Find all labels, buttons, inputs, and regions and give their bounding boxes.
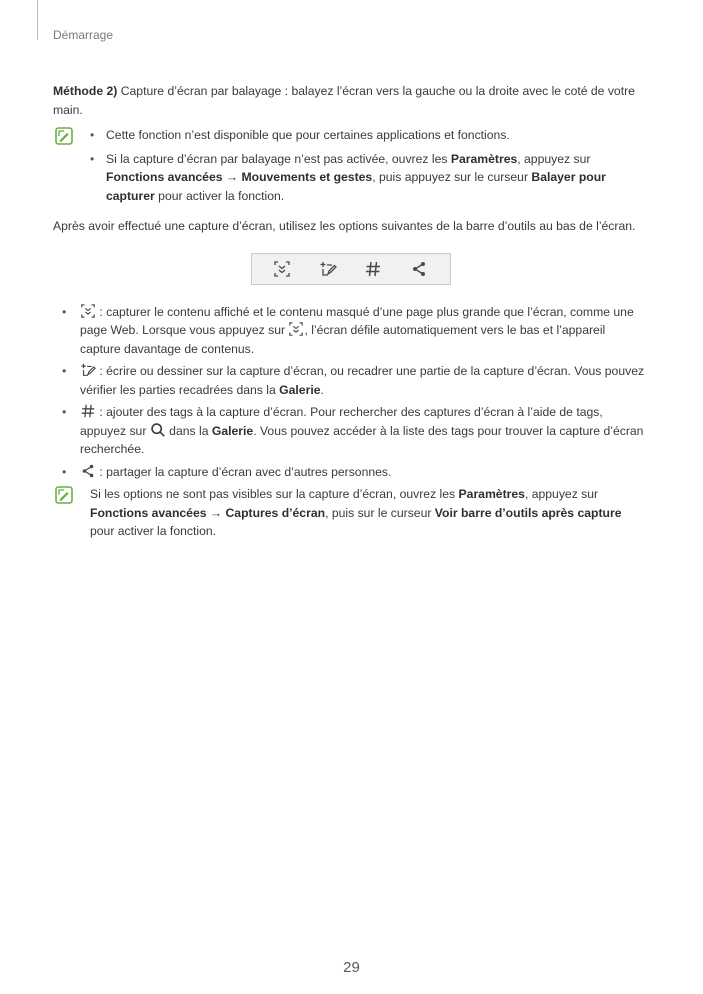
settings-ref: Paramètres bbox=[458, 487, 525, 501]
note-block-1 bbox=[53, 126, 648, 205]
method-2-label: Méthode 2) bbox=[53, 84, 118, 98]
note-1-bullet-1 bbox=[90, 126, 648, 145]
settings-ref: Paramètres bbox=[450, 151, 518, 166]
arrow: → bbox=[222, 170, 242, 184]
advanced-features-ref: Fonctions avancées bbox=[106, 170, 223, 184]
share-icon bbox=[80, 463, 96, 479]
note-2-segment: , puis sur le curseur bbox=[325, 505, 435, 520]
note-1-bullet-1-text: Cette fonction n’est disponible que pour certaines applications et fonctions. bbox=[106, 128, 510, 142]
option-text: : écrire ou dessiner sur la capture d’écran, ou recadrer une partie de la capture d’écran. Vous pouvez vérifier les parties recadrées dans la bbox=[80, 364, 645, 397]
draw-icon[interactable] bbox=[319, 260, 337, 278]
tag-icon[interactable] bbox=[364, 260, 382, 278]
option-text: . Vous pouvez accéder à la liste des tags pour trouver la capture d’écran recherchée. bbox=[80, 423, 644, 456]
screenshot-toolbar bbox=[251, 253, 451, 285]
option-text: : partager la capture d’écran avec d’autres personnes. bbox=[96, 464, 392, 479]
screenshots-ref: Captures d’écran bbox=[225, 505, 326, 520]
page-content bbox=[53, 82, 648, 541]
note-pencil-icon bbox=[55, 127, 73, 145]
toolbar-options-list bbox=[53, 303, 648, 482]
note-pencil-icon bbox=[55, 486, 73, 504]
option-text: dans la bbox=[165, 423, 212, 438]
arrow: → bbox=[206, 505, 226, 520]
margin-rule bbox=[37, 0, 38, 40]
note-1-text: , puis appuyez sur le curseur bbox=[372, 170, 532, 184]
note-2-segment: , appuyez sur bbox=[524, 487, 599, 501]
option-text: : capturer le contenu affiché et le contenu masqué d’une page plus grande que l’écran, comme une page Web. Lorsque vous appuyez sur bbox=[80, 304, 634, 337]
section-header: Démarrage bbox=[53, 28, 114, 42]
note-1-text: pour activer la fonction. bbox=[154, 188, 285, 203]
option-text: . bbox=[320, 382, 324, 397]
note-2-segment: Si les options ne sont pas visibles sur la capture d’écran, ouvrez les bbox=[90, 487, 459, 501]
scroll-capture-icon bbox=[80, 303, 96, 319]
tag-icon bbox=[80, 403, 96, 419]
note-block-2 bbox=[53, 485, 648, 541]
palm-swipe-ref: Balayer pour capturer bbox=[106, 170, 606, 203]
scroll-capture-icon bbox=[288, 321, 304, 337]
search-icon bbox=[150, 422, 166, 438]
page-number: 29 bbox=[343, 959, 360, 976]
motions-gestures-ref: Mouvements et gestes bbox=[241, 170, 373, 184]
advanced-features-ref: Fonctions avancées bbox=[90, 505, 207, 520]
draw-icon bbox=[80, 362, 96, 378]
option-tag bbox=[53, 403, 648, 459]
option-text: : ajouter des tags à la capture d’écran. Pour rechercher des captures d’écran à l’aide de tags, appuyez sur bbox=[80, 405, 603, 438]
gallery-ref: Galerie bbox=[279, 382, 321, 397]
gallery-ref: Galerie bbox=[211, 423, 254, 438]
note-1-list bbox=[90, 126, 648, 205]
share-icon[interactable] bbox=[410, 260, 428, 278]
option-text: , l’écran défile automatiquement vers le bas et l’appareil capture davantage de contenus. bbox=[80, 323, 606, 356]
note-1-bullet-2 bbox=[90, 150, 648, 206]
option-share bbox=[53, 463, 648, 482]
method-2-text: Capture d’écran par balayage : balayez l’écran vers la gauche ou la droite avec le coté de votre main. bbox=[53, 84, 635, 117]
option-scroll-capture bbox=[53, 303, 648, 359]
scroll-capture-icon[interactable] bbox=[273, 260, 291, 278]
method-2-paragraph bbox=[53, 82, 648, 119]
note-2-text bbox=[90, 485, 648, 541]
option-draw bbox=[53, 362, 648, 399]
toolbar-after-capture-ref: Voir barre d’outils après capture bbox=[434, 505, 622, 520]
note-2-segment: pour activer la fonction. bbox=[90, 524, 217, 538]
note-1-text: Si la capture d’écran par balayage n’est pas activée, ouvrez les bbox=[106, 151, 451, 166]
toolbar-intro: Après avoir effectué une capture d’écran, utilisez les options suivantes de la barre d’outils au bas de l’écran. bbox=[53, 219, 636, 233]
note-1-text: , appuyez sur bbox=[517, 151, 591, 166]
